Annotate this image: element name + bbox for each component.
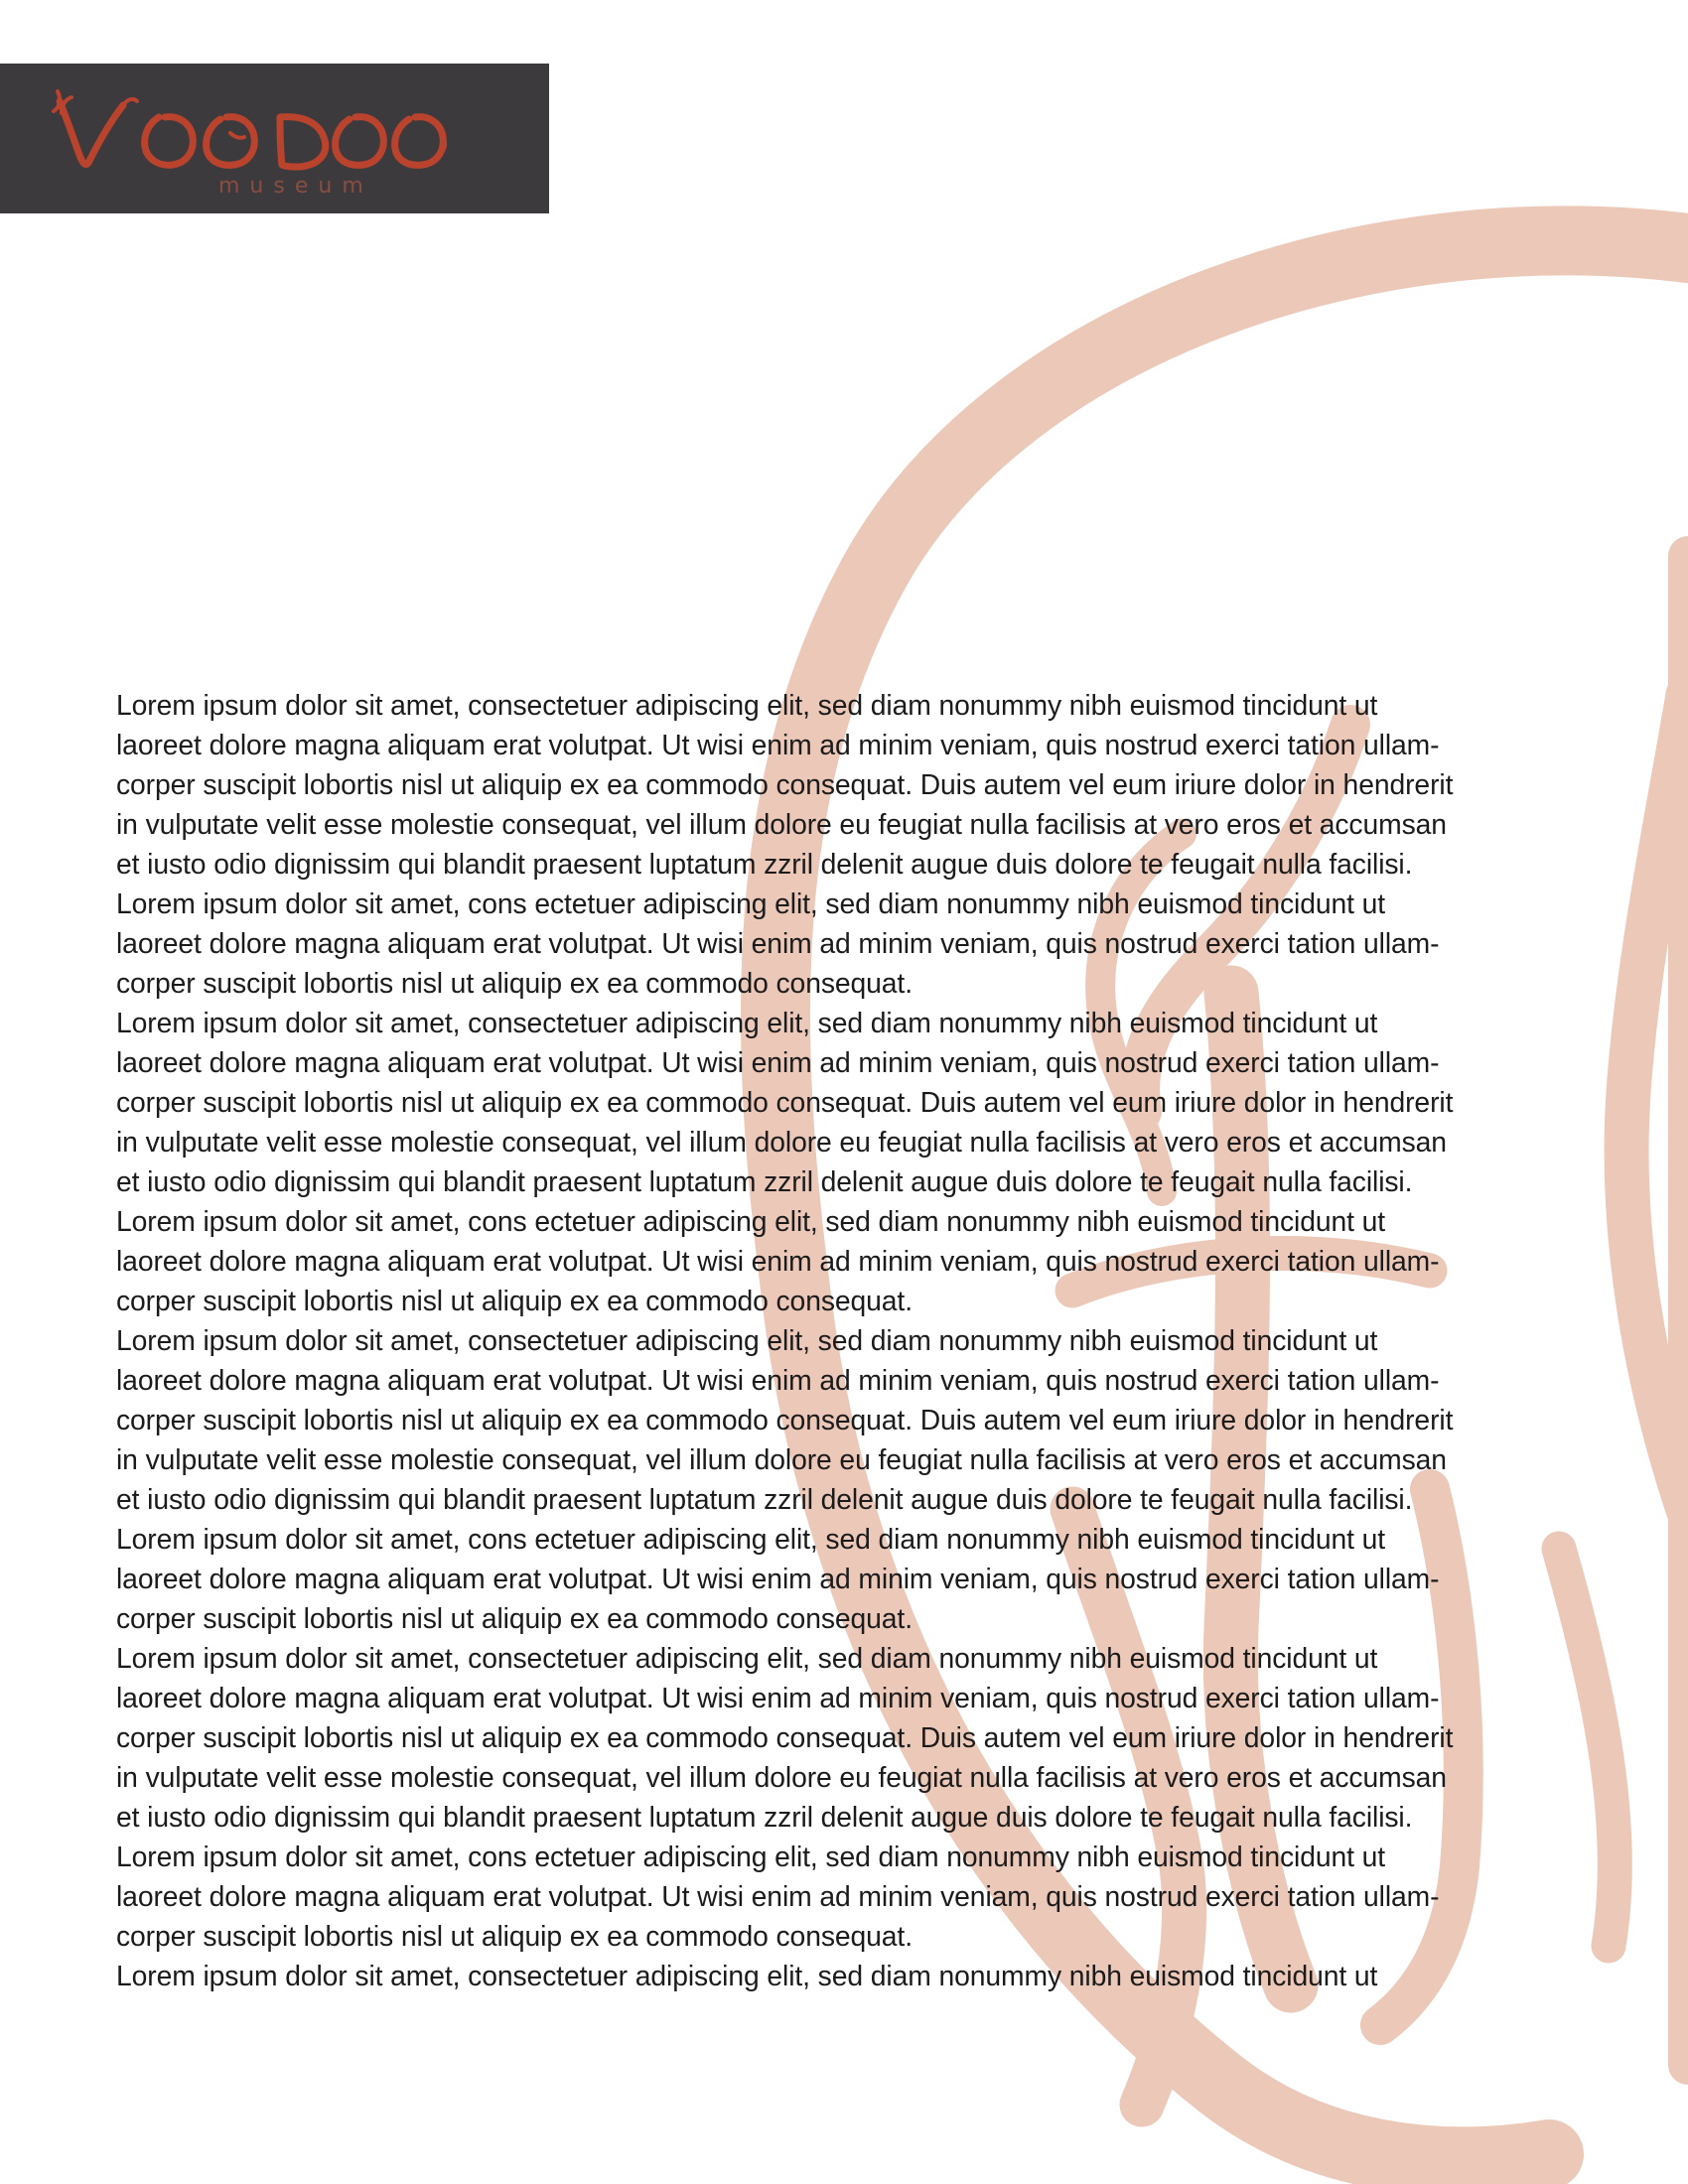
body-text-line: corper suscipit lobortis nisl ut aliquip ex ea commodo consequat.	[116, 1602, 913, 1634]
logo-letter-o-2	[207, 117, 255, 166]
body-text-line: in vulputate velit esse molestie consequat, vel illum dolore eu feugiat nulla facilisis at vero eros et accumsan	[116, 1761, 1447, 1793]
body-text-line: corper suscipit lobortis nisl ut aliquip ex ea commodo consequat.	[116, 967, 913, 999]
body-text-line: corper suscipit lobortis nisl ut aliquip ex ea commodo consequat. Duis autem vel eum iriure dolor in hendrerit	[116, 1086, 1454, 1118]
body-text-line: Lorem ipsum dolor sit amet, consectetuer adipiscing elit, sed diam nonummy nibh euismod tincidunt ut	[116, 1960, 1378, 1991]
body-text-line: et iusto odio dignissim qui blandit praesent luptatum zzril delenit augue duis dolore te feugait nulla facilisi.	[116, 1483, 1413, 1515]
body-text-line: corper suscipit lobortis nisl ut aliquip ex ea commodo consequat. Duis autem vel eum iriure dolor in hendrerit	[116, 1721, 1454, 1753]
body-text-line: Lorem ipsum dolor sit amet, consectetuer adipiscing elit, sed diam nonummy nibh euismod tincidunt ut	[116, 1007, 1378, 1038]
logo-letter-o-3	[336, 117, 384, 166]
body-text-line: laoreet dolore magna aliquam erat volutpat. Ut wisi enim ad minim veniam, quis nostrud exerci tation ullam-	[116, 1046, 1440, 1078]
body-text-line: in vulputate velit esse molestie consequat, vel illum dolore eu feugiat nulla facilisis at vero eros et accumsan	[116, 1443, 1447, 1475]
body-text-line: in vulputate velit esse molestie consequat, vel illum dolore eu feugiat nulla facilisis at vero eros et accumsan	[116, 1126, 1447, 1158]
body-text-line: et iusto odio dignissim qui blandit praesent luptatum zzril delenit augue duis dolore te feugait nulla facilisi.	[116, 848, 1413, 880]
body-text-line: corper suscipit lobortis nisl ut aliquip ex ea commodo consequat. Duis autem vel eum iriure dolor in hendrerit	[116, 1404, 1454, 1435]
logo-letter-d	[280, 117, 326, 167]
body-text-line: Lorem ipsum dolor sit amet, cons ectetuer adipiscing elit, sed diam nonummy nibh euismod tincidunt ut	[116, 887, 1386, 919]
body-text-line: laoreet dolore magna aliquam erat volutpat. Ut wisi enim ad minim veniam, quis nostrud exerci tation ullam-	[116, 729, 1440, 760]
logo-v-twig-3	[123, 99, 137, 105]
body-text-line: laoreet dolore magna aliquam erat volutpat. Ut wisi enim ad minim veniam, quis nostrud exerci tation ullam-	[116, 927, 1440, 959]
body-text-line: laoreet dolore magna aliquam erat volutpat. Ut wisi enim ad minim veniam, quis nostrud exerci tation ullam-	[116, 1563, 1440, 1594]
voodoo-museum-logo	[0, 64, 549, 213]
body-text-line: laoreet dolore magna aliquam erat volutpat. Ut wisi enim ad minim veniam, quis nostrud exerci tation ullam-	[116, 1364, 1440, 1396]
logo-letter-o-4	[395, 117, 444, 166]
logo-subtitle: museum	[218, 174, 373, 199]
body-text-line: corper suscipit lobortis nisl ut aliquip ex ea commodo consequat.	[116, 1285, 913, 1316]
body-text-block	[116, 685, 1635, 1995]
body-text-line: corper suscipit lobortis nisl ut aliquip ex ea commodo consequat.	[116, 1920, 913, 1952]
body-text-line: Lorem ipsum dolor sit amet, consectetuer adipiscing elit, sed diam nonummy nibh euismod tincidunt ut	[116, 1642, 1378, 1674]
logo-o-twig	[230, 133, 244, 138]
body-text-line: in vulputate velit esse molestie consequat, vel illum dolore eu feugiat nulla facilisis at vero eros et accumsan	[116, 808, 1447, 840]
body-text-line: Lorem ipsum dolor sit amet, consectetuer adipiscing elit, sed diam nonummy nibh euismod tincidunt ut	[116, 689, 1378, 721]
body-text-line: et iusto odio dignissim qui blandit praesent luptatum zzril delenit augue duis dolore te feugait nulla facilisi.	[116, 1165, 1413, 1197]
body-text-line: corper suscipit lobortis nisl ut aliquip ex ea commodo consequat. Duis autem vel eum iriure dolor in hendrerit	[116, 768, 1454, 800]
body-text-line: Lorem ipsum dolor sit amet, cons ectetuer adipiscing elit, sed diam nonummy nibh euismod tincidunt ut	[116, 1205, 1386, 1237]
body-text-line: Lorem ipsum dolor sit amet, cons ectetuer adipiscing elit, sed diam nonummy nibh euismod tincidunt ut	[116, 1841, 1386, 1872]
body-text-line: Lorem ipsum dolor sit amet, cons ectetuer adipiscing elit, sed diam nonummy nibh euismod tincidunt ut	[116, 1523, 1386, 1555]
body-text-line: laoreet dolore magna aliquam erat volutpat. Ut wisi enim ad minim veniam, quis nostrud exerci tation ullam-	[116, 1245, 1440, 1277]
body-text-line: laoreet dolore magna aliquam erat volutpat. Ut wisi enim ad minim veniam, quis nostrud exerci tation ullam-	[116, 1880, 1440, 1912]
body-text-line: et iusto odio dignissim qui blandit praesent luptatum zzril delenit augue duis dolore te feugait nulla facilisi.	[116, 1801, 1413, 1833]
header-logo-bar	[0, 64, 549, 213]
body-text-line: Lorem ipsum dolor sit amet, consectetuer adipiscing elit, sed diam nonummy nibh euismod tincidunt ut	[116, 1324, 1378, 1356]
logo-letter-o-1	[145, 117, 194, 166]
body-text-line: laoreet dolore magna aliquam erat volutpat. Ut wisi enim ad minim veniam, quis nostrud exerci tation ullam-	[116, 1682, 1440, 1713]
logo-letter-v	[60, 101, 123, 165]
